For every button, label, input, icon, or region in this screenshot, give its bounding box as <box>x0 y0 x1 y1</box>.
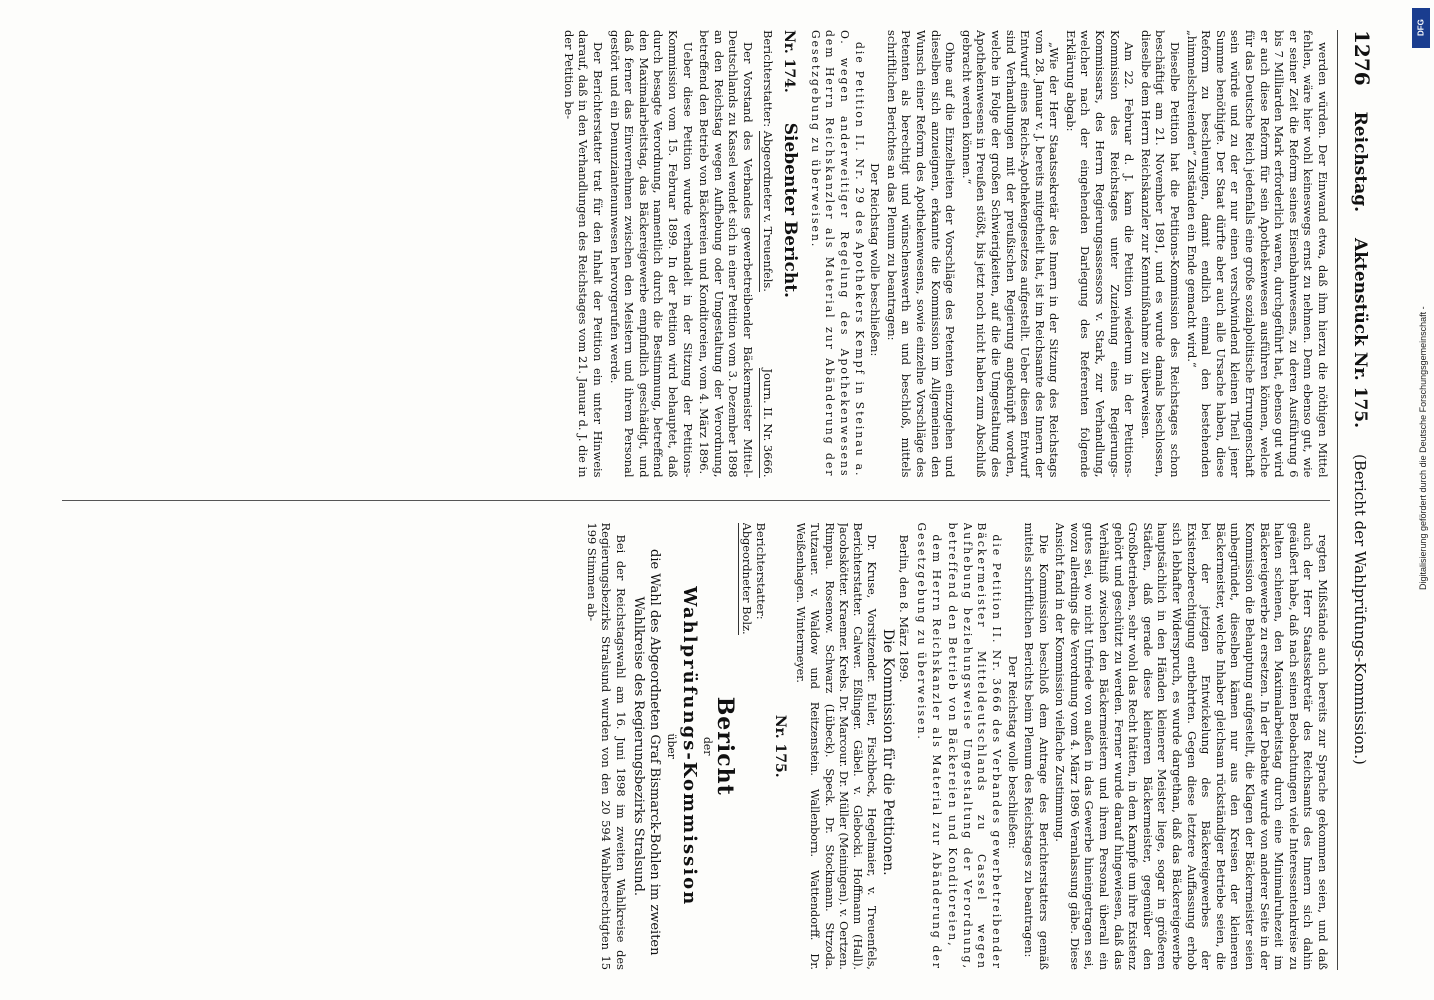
paragraph: Ueber diese Petition wurde verhandelt in der Sitzung der Petitions-Kommission vom 15. Februar 1899. In der Petition wird behauptet, daß durch besagte Verordnung, namentlich durch die Bestimmung, betreffend den Maximalarbeitstag, das Bäckereigewerbe empfindlich geschädigt, und daß ferner das Einvernehmen zwischen den Meistern und ihrem Personal gestört und ein Denunziantenunwesen hervorgerufen werde. <box>607 30 695 478</box>
paragraph: Der Vorstand des Verbandes gewerbetreibender Bäckermeister Mittel-Deutschlands zu Kassel wendet sich in einer Petition vom 3. Dezember 1898 an den Reichstag wegen Aufhebung oder Umgestaltung der Verordnung, betreffend den Betrieb von Bäckereien und Konditoreien, vom 4. März 1896. <box>697 30 756 478</box>
title-der: der <box>700 737 714 756</box>
paragraph: Die Kommission beschloß dem Antrage des Berichterstatters gemäß mittels schriftlichen Berichts beim Plenum des Reichstages zu beantragen: <box>1022 522 1051 970</box>
report-title: Siebenter Bericht. <box>780 122 801 298</box>
motion-intro: Der Reichstag wolle beschließen: <box>1005 655 1020 849</box>
paragraph: Dieselbe Petition hat die Petitions-Kommission des Reichstages schon beschäftigt am 21. November 1891, und es wurde damals beschlossen, dieselbe dem Herrn Reichskanzler zur Kenntnißnahme zu überweisen. <box>1138 30 1183 478</box>
report-title: Bericht <box>712 696 739 796</box>
reporter-label: Berichterstatter: <box>760 30 775 128</box>
funding-note: Digitalisierung gefördert durch die Deutsche Forschungsgemeinschaft - <box>1418 306 1428 590</box>
commission-name: Die Kommission für die Petitionen. <box>879 628 896 876</box>
column-left <box>62 30 1330 478</box>
report-subject: die Wahl des Abgeordneten Graf Bismarck-Bohlen im zweiten Wahlkreise des Regierungsbezirks Stralsund. <box>630 549 662 956</box>
header-center: Aktenstück Nr. 175. <box>1350 238 1370 429</box>
reporter-name: Abgeordneter Bolz. <box>739 522 754 635</box>
title-ueber: über <box>665 733 679 759</box>
dfg-logo: DFG <box>1412 8 1430 48</box>
column-right <box>62 523 1330 971</box>
reporter-name: Abgeordneter v. Treuenfels. <box>760 130 775 292</box>
paragraph: werden würden. Der Einwand etwa, daß ihm hierzu die nöthigen Mittel fehlen, wäre hier wohl keineswegs ernst zu nehmen. Denn ebenso gut, wie er seiner Zeit die Reform seines Eisenbahnwesens, zu deren Ausführung 6 bis 7 Milliarden Mark erforderlich waren, durchgeführt hat, ebenso gut wird er auch diese Reform für sein Apothekenwesen ausführen können, welche für das Deutsche Reich jedenfalls eine große sozialpolitische Errungenschaft sein würde und zu der er nur einen verschwindend kleinen Theil jener Summe benöthigte. Der Staat dürfte aber auch alle Ursache haben, diese Reform zu beschleunigen, damit endlich einmal den bestehenden „himmelschreienden“ Zuständen ein Ende gemacht wird.“ <box>1184 30 1330 478</box>
paragraph: „Wie der Herr Staatssekretär des Innern in der Sitzung des Reichstags vom 28. Januar v. J. bereits mitgetheilt hat, ist im Reichsamte des Innern der Entwurf eines Reichs-Apothekengesetzes aufgestellt. Ueber diesen Entwurf sind Verhandlungen mit der preußischen Regierung angeknüpft worden, welche in Folge der großen Schwierigkeiten, auf die die Umgestaltung des Apothekenwesens in Preußen stößt, bis jetzt noch nicht haben zum Abschluß gebracht werden können.“ <box>959 30 1062 478</box>
rotated-document <box>52 0 1392 1000</box>
reporter-label: Berichterstatter: <box>754 522 769 620</box>
paragraph: Bei der Reichstagswahl am 16. Juni 1898 im zweiten Wahlkreise des Regierungsbezirks Stralsund wurden von den 20 594 Wahlberechtigten 15 199 Stimmen ab- <box>584 522 628 970</box>
item-number: Nr. 175. <box>771 714 788 778</box>
journal-number: Journ. II. Nr. 3666. <box>760 368 775 478</box>
motion-text: die Petition II. Nr. 29 des Apothekers Kempf in Steinau a. O. wegen anderweitiger Regelung des Apothekenwesens dem Herrn Reichskanzler als Material zur Abänderung der Gesetzgebung zu überweisen. <box>808 30 866 478</box>
paragraph: Der Berichterstatter trat für den Inhalt der Petition ein unter Hinweis darauf, daß in den Verhandlungen des Reichstages vom 21. Januar d. J. die in der Petition be- <box>561 30 606 478</box>
motion-intro: Der Reichstag wolle beschließen: <box>868 163 883 357</box>
paragraph: Ohne auf die Einzelheiten der Vorschläge des Petenten einzugehen und dieselben sich anzueignen, erkannte die Kommission im Allgemeinen den Wunsch einer Reform des Apothekenwesens, sowie einzelne Vorschläge des Petenten als berechtigt und wünschenswerth an und beschloß, mittels schriftlichen Berichtes an das Plenum zu beantragen: <box>884 30 958 478</box>
commission-title: Wahlprüfungs-Kommission <box>679 586 700 907</box>
date-line: Berlin, den 8. März 1899. <box>897 534 912 683</box>
column-divider <box>62 500 1330 501</box>
paragraph: regten Mißstände auch bereits zur Sprache gekommen seien, und daß auch der Herr Staatssekretär des Reichsamts des Innern sich dahin geäußert habe, daß nach seinen Beobachtungen viele Interessentenkreise zu halten schienen, den Maximalarbeitstag durch eine Minimalruhezeit im Bäckereigewerbe zu ersetzen. In der Debatte wurde von anderer Seite in der Kommission die Behauptung aufgestellt, die Klagen der Bäckermeister seien unbegründet, dieselben kämen nur aus den Kreisen der kleineren Bäckermeister, welche Inhaber gleichsam rückständiger Betriebe seien, die bei der jetzigen Entwickelung des Bäckereigewerbes der Existenzberechtigung entbehrten. Gegen diese letztere Auffassung erhob sich lebhafter Widerspruch, es wurde dargethan, daß das Bäckereigewerbe hauptsächlich in den Händen kleinerer Meister liege, sogar in größeren Städten, daß gerade diese kleineren Bäckermeister, gegenüber den Großbetrieben, sehr wohl das Recht hätten, in dem Kampfe um ihre Existenz gehört und geschützt zu werden. Ferner wurde darauf hingewiesen, daß das Verhältniß zwischen den Bäckermeistern und ihrem Personal überall ein gutes sei, wo nicht Unfriede von außen in das Gewerbe hineingetragen sei, wozu allerdings die Verordnung vom 4. März 1896 Veranlassung gäbe. Diese Ansicht fand in der Kommission vielfache Zustimmung. <box>1053 522 1330 970</box>
reporter-line <box>738 523 768 971</box>
reporter-line <box>759 30 775 478</box>
header-left: Reichstag. <box>1350 111 1370 213</box>
motion-text: dem Herrn Reichskanzler als Material zur Abänderung der Gesetzgebung zu überweisen. <box>914 522 943 970</box>
item-number: Nr. 174. <box>781 30 798 93</box>
running-header <box>1337 30 1374 970</box>
paragraph: Am 22. Februar d. J. kam die Petition wiederum in der Petitions-Kommission des Reichstages unter Zuziehung eines Regierungs-Kommissars, des Herrn Regierungsassessors v. Stark, zur Verhandlung, welcher nach der eingehenden Darlegung des Referenten folgende Erklärung abgab: <box>1063 30 1137 478</box>
header-right: (Bericht der Wahlprüfungs-Kommission.) <box>1351 454 1369 765</box>
page-number: 1276 <box>1350 30 1374 86</box>
member-list: Dr. Kruse, Vorsitzender. Euler, Fischbeck, Hegelmaier, v. Treuenfels, Berichterstatter. Calwer. Eßlinger. Gäbel. v. Glebocki. Hoffmann (Hall). Jacobskötter. Kraemer. Krebs. Dr. Marcour. Dr. Müller (Meiningen). v. Oertzen. Rimpau. Rosenow. Schwarz (Lübeck). Speck. Dr. Stockmann. Strzoda. Tutzauer. v. Waldow und Reitzenstein. Wallenborn. Wattendorff. Dr. Weißenhagen. Wintermeyer. <box>794 522 879 970</box>
motion-text: die Petition II. Nr. 3666 des Verbandes gewerbetreibender Bäckermeister Mitteldeutschlands zu Cassel wegen Aufhebung beziehungsweise Umgestaltung der Verordnung, betreffend den Betrieb von Bäckereien und Konditoreien, <box>946 522 1003 970</box>
